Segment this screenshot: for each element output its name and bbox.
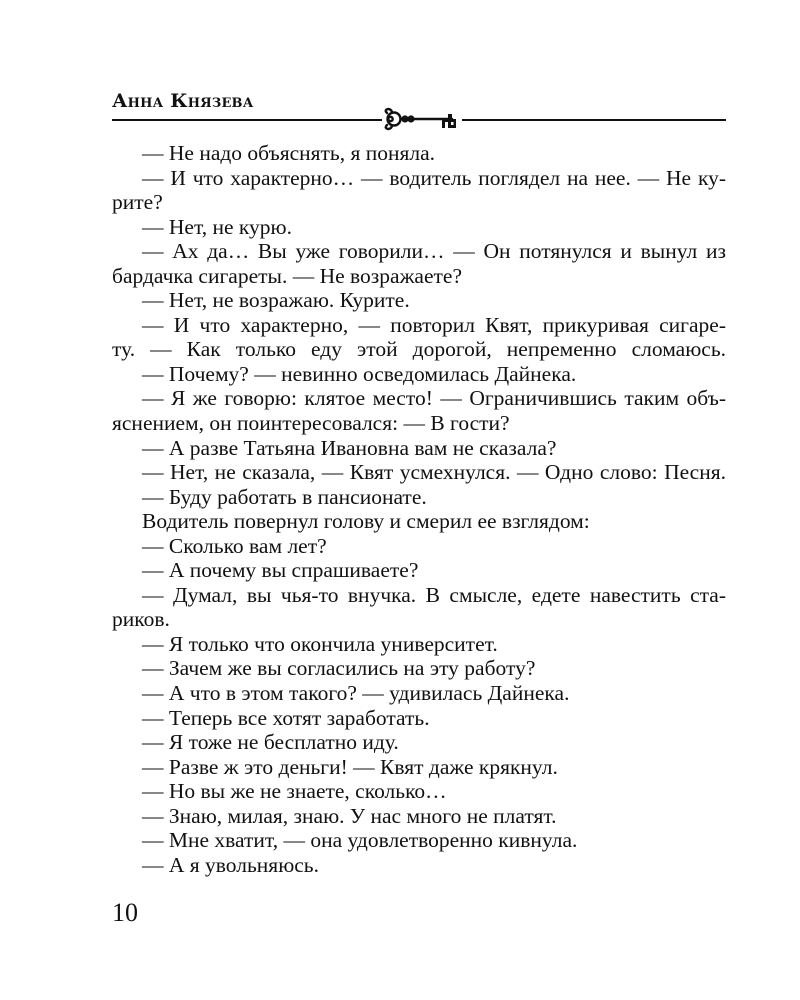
text-line: — Но вы же не знаете, сколько… xyxy=(142,779,447,804)
text-line: — Нет, не курю. xyxy=(142,214,292,239)
body-text xyxy=(112,141,726,877)
text-line: — И что характерно, — повторил Квят, прикуривая сигаре- xyxy=(142,312,726,337)
text-line: — Я тоже не бесплатно иду. xyxy=(142,730,399,755)
text-line: — А почему вы спрашиваете? xyxy=(142,558,419,583)
text-line: — Нет, не сказала, — Квят усмехнулся. — Одно слово: Песня. xyxy=(142,460,726,485)
running-header xyxy=(112,86,726,130)
text-line: бардачка сигареты. — Не возражаете? xyxy=(112,263,462,288)
text-line: — А что в этом такого? — удивилась Дайнека. xyxy=(142,681,570,706)
text-line: — Я же говорю: клятое место! — Ограничившись таким объ- xyxy=(142,386,726,411)
text-line: — Нет, не возражаю. Курите. xyxy=(142,288,410,313)
text-line: риков. xyxy=(112,607,170,632)
text-line: ту. — Как только еду этой дорогой, непременно сломаюсь. xyxy=(112,337,726,362)
text-line: — Знаю, милая, знаю. У нас много не платят. xyxy=(142,803,557,828)
key-icon xyxy=(382,107,462,133)
text-line: — Зачем же вы согласились на эту работу? xyxy=(142,656,536,681)
text-line: — Сколько вам лет? xyxy=(142,533,327,558)
text-line: — Ах да… Вы уже говорили… — Он потянулся и вынул из xyxy=(142,239,726,264)
text-line: — А я увольняюсь. xyxy=(142,852,319,877)
text-line: — Я только что окончила университет. xyxy=(142,631,498,656)
text-line: — А разве Татьяна Ивановна вам не сказала? xyxy=(142,435,557,460)
text-line: — Буду работать в пансионате. xyxy=(142,484,427,509)
page-number: 10 xyxy=(112,898,138,927)
text-line: яснением, он поинтересовался: — В гости? xyxy=(112,411,510,436)
text-line: — Разве ж это деньги! — Квят даже крякнул. xyxy=(142,754,558,779)
text-line: — Думал, вы чья-то внучка. В смысле, едете навестить ста- xyxy=(142,582,726,607)
text-line: — Теперь все хотят заработать. xyxy=(142,705,430,730)
text-line: — И что характерно… — водитель поглядел на нее. — Не ку- xyxy=(142,165,726,190)
text-line: — Мне хватит, — она удовлетворенно кивнула. xyxy=(142,828,578,853)
text-line: — Почему? — невинно осведомилась Дайнека. xyxy=(142,361,577,386)
text-line: рите? xyxy=(112,190,163,215)
text-line: — Не надо объяснять, я поняла. xyxy=(142,141,436,165)
text-line: Водитель повернул голову и смерил ее взглядом: xyxy=(142,509,590,534)
author-name: Анна Князева xyxy=(112,90,254,112)
